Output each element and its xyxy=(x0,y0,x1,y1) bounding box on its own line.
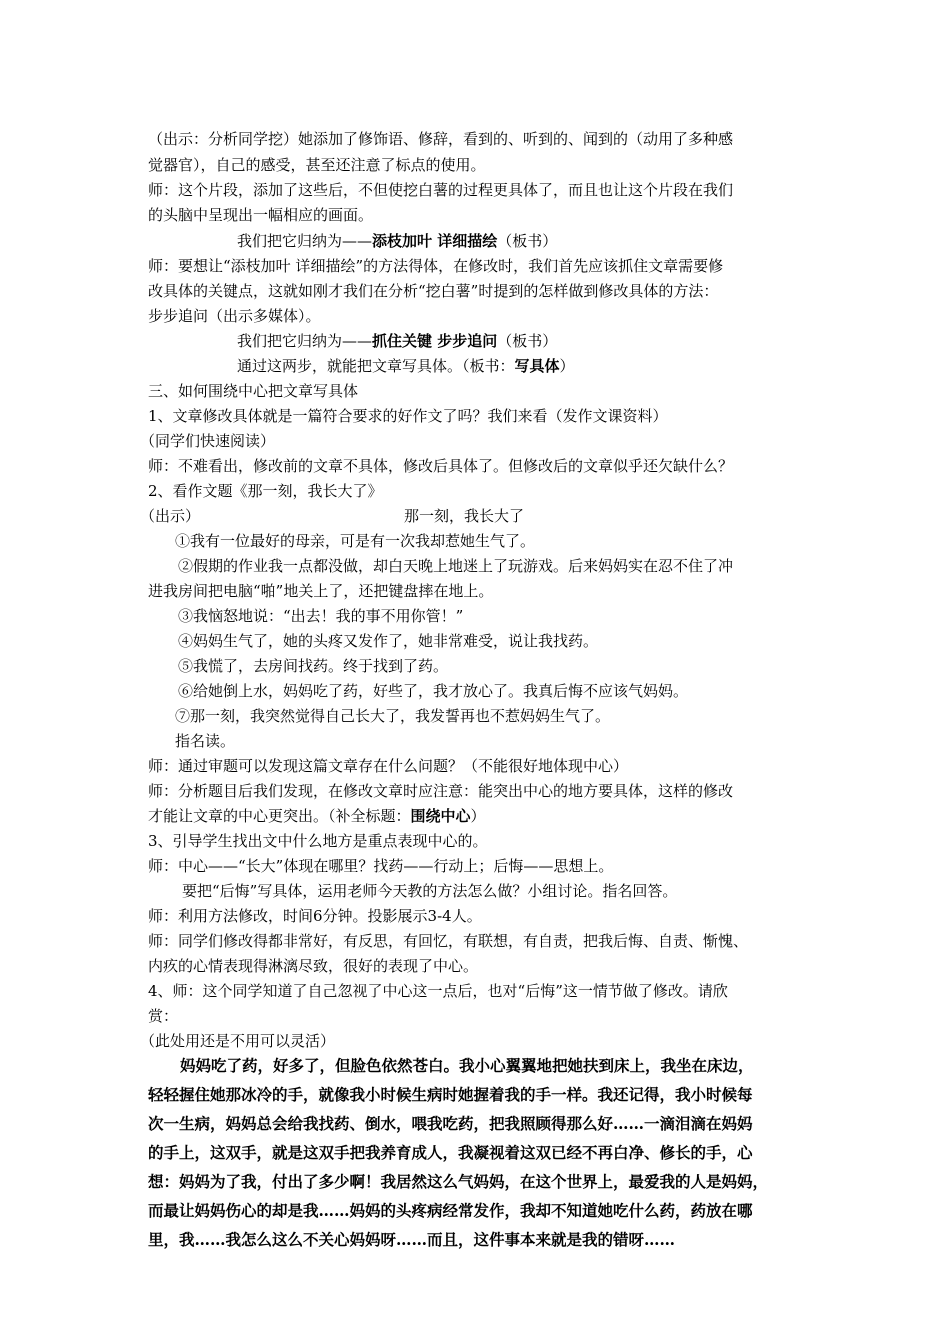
text-line: （此处用还是不用可以灵活） xyxy=(140,1032,336,1050)
essay-paragraph: ④妈妈生气了，她的头疼又发作了，她非常难受，说让我找药。 xyxy=(178,632,599,650)
text-line: 师：分析题目后我们发现，在修改文章时应注意：能突出中心的地方要具体，这样的修改 xyxy=(148,782,734,800)
inline-text: 通过这两步，就能把文章写具体。（板书： xyxy=(237,357,515,375)
text-line: 要把“后悔”写具体，运用老师今天教的方法怎么做？小组讨论。指名回答。 xyxy=(182,882,678,900)
text-line: 内疚的心情表现得淋漓尽致，很好的表现了中心。 xyxy=(148,957,479,975)
text-line: 师：通过审题可以发现这篇文章存在什么问题？（不能很好地体现中心） xyxy=(148,757,629,775)
text-line: 师：同学们修改得都非常好，有反思，有回忆，有联想，有自责，把我后悔、自责、惭愧、 xyxy=(148,932,749,950)
inline-text: ） xyxy=(559,357,575,375)
text-line: 3、引导学生找出文中什么地方是重点表现中心的。 xyxy=(148,832,488,850)
text-line: 1、文章修改具体就是一篇符合要求的好作文了吗？我们来看（发作文课资料） xyxy=(148,407,668,425)
text-line: 师：要想让“添枝加叶 详细描绘”的方法得体，在修改时，我们首先应该抓住文章需要修 xyxy=(148,257,724,275)
inline-text: 我们把它归纳为—— xyxy=(237,332,373,350)
text-line xyxy=(237,328,557,354)
text-line: （同学们快速阅读） xyxy=(140,432,276,450)
bold-paragraph-line: 妈妈吃了药，好多了，但脸色依然苍白。我小心翼翼地把她扶到床上，我坐在床边， xyxy=(180,1056,754,1075)
text-line xyxy=(148,803,486,829)
essay-paragraph: ⑥给她倒上水，妈妈吃了药，好些了，我才放心了。我真后悔不应该气妈妈。 xyxy=(178,682,689,700)
inline-text: （板书） xyxy=(497,332,558,350)
essay-paragraph: ①我有一位最好的母亲，可是有一次我却惹她生气了。 xyxy=(175,532,536,550)
essay-paragraph: ③我恼怒地说：“出去！我的事不用你管！” xyxy=(178,607,464,625)
board-keyword: 围绕中心 xyxy=(410,807,471,825)
bold-paragraph-line: 想：妈妈为了我，付出了多少啊！我居然这么气妈妈，在这个世界上，最爱我的人是妈妈， xyxy=(148,1172,769,1191)
essay-paragraph: ⑦那一刻，我突然觉得自己长大了，我发誓再也不惹妈妈生气了。 xyxy=(175,707,611,725)
bold-paragraph-line: 的手上，这双手，就是这双手把我养育成人，我凝视着这双已经不再白净、修长的手，心 xyxy=(148,1143,753,1162)
text-line xyxy=(237,228,557,254)
text-line: 师：中心——“长大”体现在哪里？找药——行动上；后悔——思想上。 xyxy=(148,857,614,875)
text-line: 觉器官），自己的感受，甚至还注意了标点的使用。 xyxy=(148,156,486,174)
text-line: 师：这个片段，添加了这些后，不但使挖白薯的过程更具体了，而且也让这个片段在我们 xyxy=(148,181,734,199)
board-keyword: 抓住关键 步步追问 xyxy=(372,332,498,350)
essay-paragraph: ⑤我慌了，去房间找药。终于找到了药。 xyxy=(178,657,449,675)
bold-paragraph-line: 里，我……我怎么这么不关心妈妈呀……而且，这件事本来就是我的错呀…… xyxy=(148,1230,676,1249)
bold-paragraph-line: 次一生病，妈妈总会给我找药、倒水，喂我吃药，把我照顾得那么好……一滴泪滴在妈妈 xyxy=(148,1114,753,1133)
section-heading: 三、如何围绕中心把文章写具体 xyxy=(148,382,359,400)
inline-text: 我们把它归纳为—— xyxy=(237,232,373,250)
inline-text: ） xyxy=(470,807,486,825)
text-line xyxy=(237,353,575,379)
text-line: 2、看作文题《那一刻，我长大了》 xyxy=(148,482,383,500)
essay-paragraph: 进我房间把电脑“啪”地关上了，还把键盘摔在地上。 xyxy=(148,582,494,600)
text-line: 步步追问（出示多媒体）。 xyxy=(148,307,321,325)
essay-title: 那一刻，我长大了 xyxy=(404,507,525,525)
text-line: 指名读。 xyxy=(175,732,236,750)
text-line: （出示：分析同学挖）她添加了修饰语、修辞，看到的、听到的、闻到的（动用了多种感 xyxy=(148,130,734,148)
text-line: 赏： xyxy=(148,1007,179,1025)
inline-text: （板书） xyxy=(497,232,558,250)
text-line: 的头脑中呈现出一幅相应的画面。 xyxy=(148,206,374,224)
text-line: 师：利用方法修改，时间6分钟。投影展示3-4人。 xyxy=(148,907,482,925)
bold-paragraph-line: 轻轻握住她那冰冷的手，就像我小时候生病时她握着我的手一样。我还记得，我小时候每 xyxy=(148,1085,753,1104)
board-keyword: 添枝加叶 详细描绘 xyxy=(372,232,498,250)
inline-text: 才能让文章的中心更突出。（补全标题： xyxy=(148,807,411,825)
essay-paragraph: ②假期的作业我一点都没做，却白天晚上地迷上了玩游戏。后来妈妈实在忍不住了冲 xyxy=(178,557,734,575)
text-line: 4、师：这个同学知道了自己忽视了中心这一点后，也对“后悔”这一情节做了修改。请欣 xyxy=(148,982,728,1000)
text-line: （出示） xyxy=(140,507,201,525)
board-keyword: 写具体 xyxy=(514,357,560,375)
bold-paragraph-line: 而最让妈妈伤心的却是我……妈妈的头疼病经常发作，我却不知道她吃什么药，药放在哪 xyxy=(148,1201,753,1220)
text-line: 师：不难看出，修改前的文章不具体，修改后具体了。但修改后的文章似乎还欠缺什么？ xyxy=(148,457,734,475)
text-line: 改具体的关键点，这就如刚才我们在分析“挖白薯”时提到的怎样做到修改具体的方法： xyxy=(148,282,719,300)
